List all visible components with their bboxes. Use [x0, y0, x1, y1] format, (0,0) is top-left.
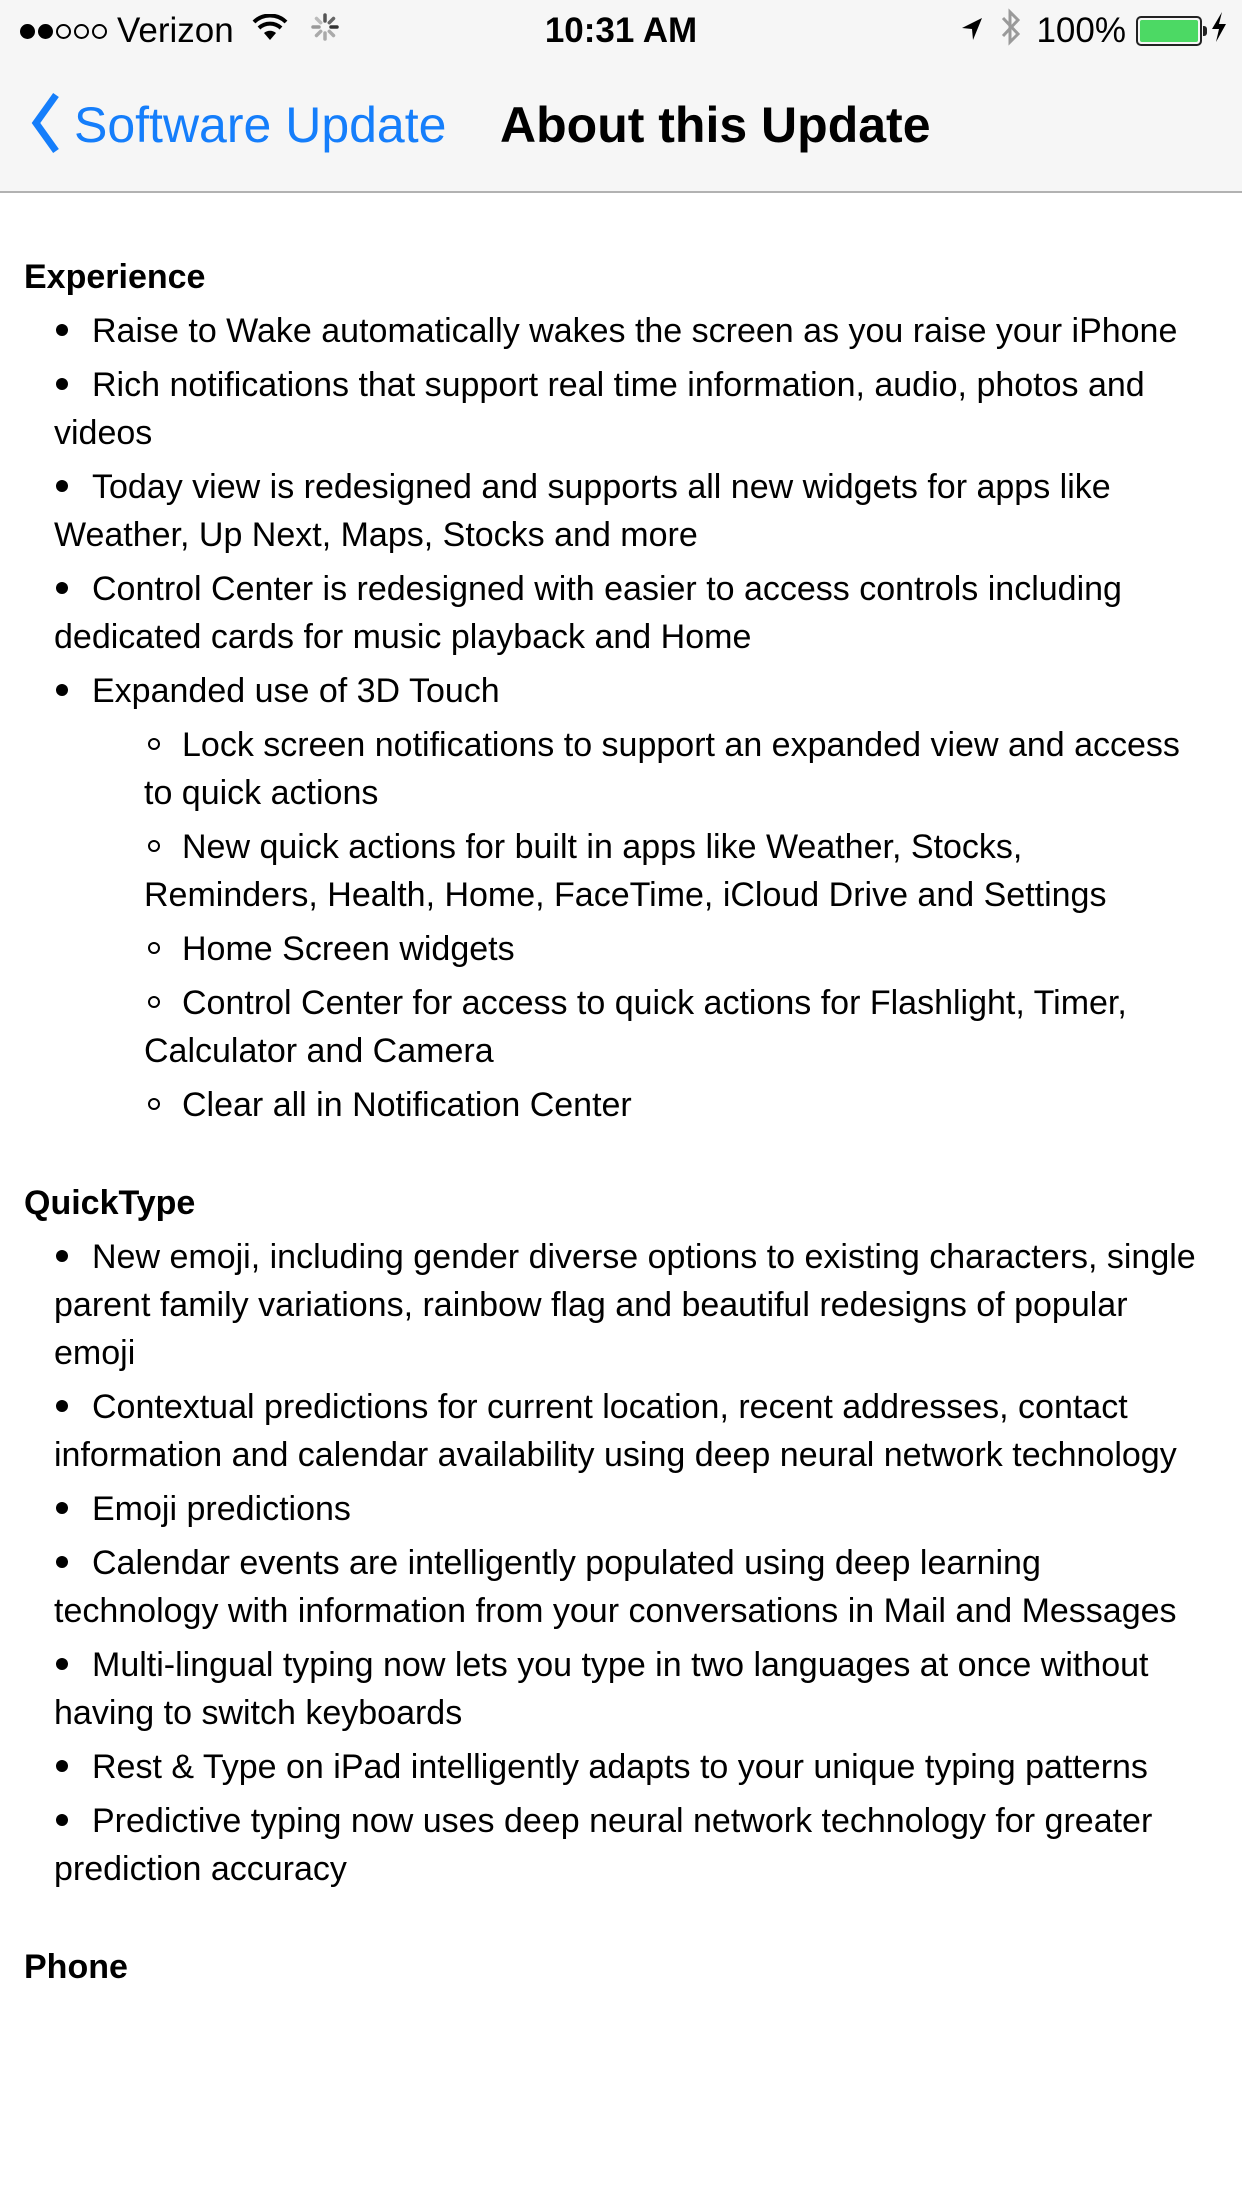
back-button-label: Software Update — [74, 97, 447, 153]
bullet-icon — [56, 480, 68, 492]
list-item-text: Expanded use of 3D Touch — [92, 672, 500, 710]
hollow-bullet-icon — [148, 996, 160, 1008]
list-item-text: New emoji, including gender diverse options to existing characters, single parent family variations, rainbow flag and beautiful redesigns of popular emoji — [54, 1238, 1196, 1372]
bullet-icon — [56, 324, 68, 336]
list-item — [54, 1485, 1218, 1533]
sub-list-item-text: Clear all in Notification Center — [182, 1086, 632, 1124]
status-bar — [0, 0, 1242, 62]
hollow-bullet-icon — [148, 840, 160, 852]
release-notes-content[interactable] — [0, 193, 1242, 2208]
charging-bolt-icon — [1210, 11, 1228, 52]
sub-list-item-text: New quick actions for built in apps like Weather, Stocks, Reminders, Health, Home, FaceTime, iCloud Drive and Settings — [144, 828, 1107, 914]
bluetooth-icon — [1000, 8, 1022, 55]
bullet-icon — [56, 378, 68, 390]
list-item-text: Raise to Wake automatically wakes the screen as you raise your iPhone — [92, 312, 1178, 350]
list-item — [54, 1539, 1218, 1635]
section-heading: Experience — [24, 258, 206, 296]
sub-list-item-text: Lock screen notifications to support an expanded view and access to quick actions — [144, 726, 1180, 812]
list-item — [54, 463, 1218, 559]
list-item — [54, 1797, 1218, 1893]
list-item-text: Control Center is redesigned with easier to access controls including dedicated cards for music playback and Home — [54, 570, 1122, 656]
bullet-icon — [56, 684, 68, 696]
sub-bullet-list — [54, 721, 1198, 1129]
section-heading: Phone — [24, 1948, 128, 1986]
section-quicktype — [24, 1179, 1218, 1893]
list-item — [54, 1641, 1218, 1737]
carrier-name: Verizon — [117, 11, 234, 50]
sub-list-item — [144, 1081, 1198, 1129]
sub-list-item — [144, 823, 1198, 919]
bullet-icon — [56, 1556, 68, 1568]
hollow-bullet-icon — [148, 738, 160, 750]
page-title: About this Update — [500, 97, 931, 153]
bullet-icon — [56, 1250, 68, 1262]
bullet-icon — [56, 1502, 68, 1514]
list-item — [54, 361, 1218, 457]
battery-icon — [1136, 16, 1202, 46]
sub-list-item-text: Control Center for access to quick actions for Flashlight, Timer, Calculator and Camera — [144, 984, 1127, 1070]
sub-list-item — [144, 925, 1198, 973]
section-heading: QuickType — [24, 1184, 196, 1222]
bullet-list — [24, 307, 1218, 1129]
hollow-bullet-icon — [148, 942, 160, 954]
list-item-text: Rest & Type on iPad intelligently adapts to your unique typing patterns — [92, 1748, 1148, 1786]
battery-level-fill — [1140, 20, 1198, 42]
sub-list-item — [144, 979, 1198, 1075]
bullet-icon — [56, 582, 68, 594]
list-item-text: Calendar events are intelligently populated using deep learning technology with information from your conversations in Mail and Messages — [54, 1544, 1177, 1630]
sub-list-item — [144, 721, 1198, 817]
chevron-left-icon — [30, 92, 60, 159]
bullet-icon — [56, 1400, 68, 1412]
list-item — [54, 1743, 1218, 1791]
list-item-text: Predictive typing now uses deep neural network technology for greater prediction accuracy — [54, 1802, 1153, 1888]
list-item-text: Rich notifications that support real time information, audio, photos and videos — [54, 366, 1145, 452]
list-item-text: Emoji predictions — [92, 1490, 351, 1528]
battery-percentage: 100% — [1036, 11, 1126, 50]
list-item — [54, 1383, 1218, 1479]
bullet-icon — [56, 1814, 68, 1826]
sub-list-item-text: Home Screen widgets — [182, 930, 515, 968]
list-item-text: Today view is redesigned and supports all new widgets for apps like Weather, Up Next, Maps, Stocks and more — [54, 468, 1111, 554]
bullet-icon — [56, 1658, 68, 1670]
clock: 10:31 AM — [544, 11, 698, 50]
bullet-icon — [56, 1760, 68, 1772]
hollow-bullet-icon — [148, 1098, 160, 1110]
navigation-bar — [0, 62, 1242, 193]
bullet-list — [24, 1233, 1218, 1893]
section-experience — [24, 253, 1218, 1129]
location-arrow-icon — [960, 11, 984, 51]
list-item-text: Contextual predictions for current location, recent addresses, contact information and calendar availability using deep neural network technology — [54, 1388, 1177, 1474]
list-item-text: Multi-lingual typing now lets you type in two languages at once without having to switch keyboards — [54, 1646, 1149, 1732]
list-item — [54, 307, 1218, 355]
back-button[interactable] — [30, 90, 446, 160]
section-phone — [24, 1943, 1218, 1991]
list-item — [54, 667, 1218, 1129]
list-item — [54, 1233, 1218, 1377]
list-item — [54, 565, 1218, 661]
